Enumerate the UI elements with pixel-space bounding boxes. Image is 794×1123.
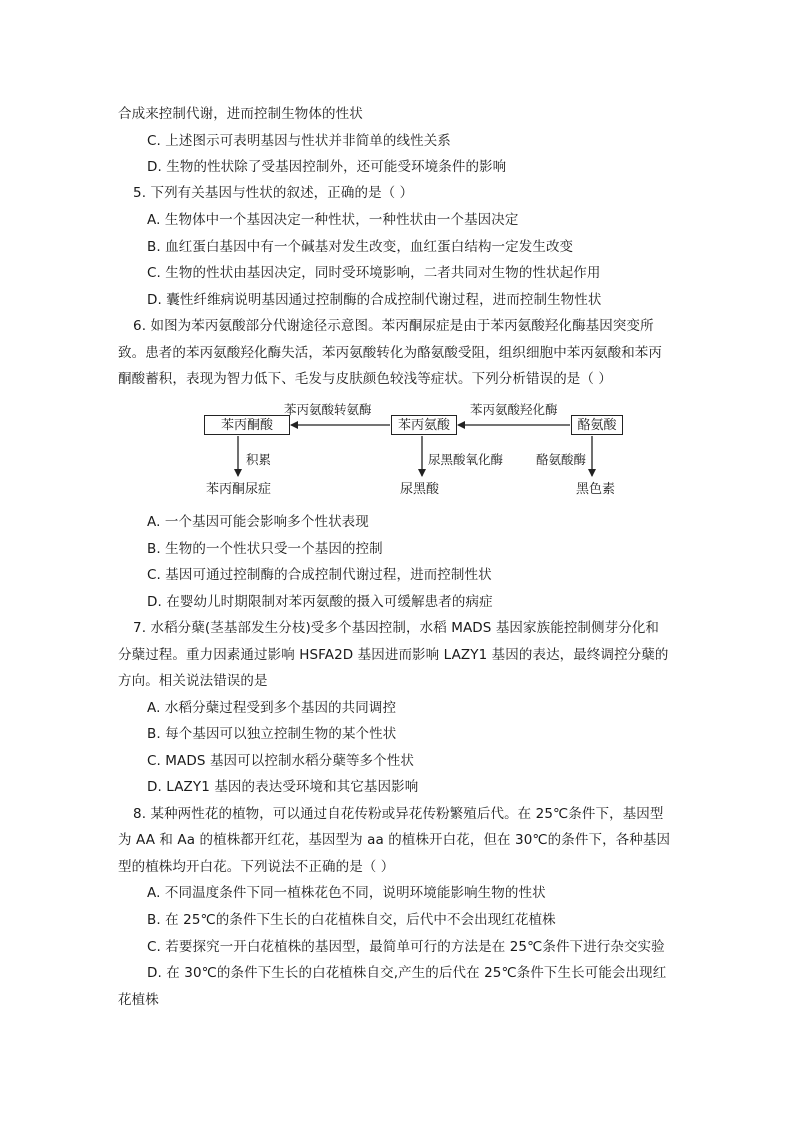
q6-option-b: B. 生物的一个性状只受一个基因的控制 (147, 541, 383, 557)
q4-option-d: D. 生物的性状除了受基因控制外，还可能受环境条件的影响 (147, 159, 507, 175)
metabolic-pathway-diagram (200, 404, 630, 504)
q8-stem-line-2: 为 AA 和 Aa 的植株都开红花，基因型为 aa 的植株开白花，但在 30℃的条件下，各种基因 (118, 832, 671, 848)
q8-option-d-continued: 花植株 (118, 992, 159, 1008)
q8-option-c: C. 若要探究一开白花植株的基因型，最简单可行的方法是在 25℃条件下进行杂交实验 (147, 939, 665, 955)
box-tyrosine: 酪氨酸 (571, 415, 623, 435)
label-melanin: 黑色素 (576, 482, 616, 497)
box-phenylpyruvic-acid: 苯丙酮酸 (204, 415, 290, 435)
q5-option-d: D. 囊性纤维病说明基因通过控制酶的合成控制代谢过程，进而控制生物性状 (147, 292, 602, 308)
q6-stem-line-3: 酮酸蓄积，表现为智力低下、毛发与皮肤颜色较浅等症状。下列分析错误的是（ ） (118, 371, 612, 387)
q7-option-d: D. LAZY1 基因的表达受环境和其它基因影响 (147, 779, 419, 795)
q8-option-a: A. 不同温度条件下同一植株花色不同，说明环境能影响生物的性状 (147, 885, 546, 901)
q5-option-b: B. 血红蛋白基因中有一个碱基对发生改变，血红蛋白结构一定发生改变 (147, 239, 574, 255)
q7-stem-line-3: 方向。相关说法错误的是 (118, 673, 268, 689)
q7-stem-line-1: 7. 水稻分蘖(茎基部发生分枝)受多个基因控制，水稻 MADS 基因家族能控制侧芽分化和 (133, 620, 660, 636)
q6-option-d: D. 在婴幼儿时期限制对苯丙氨酸的摄入可缓解患者的病症 (147, 594, 493, 610)
label-homogentisic-acid: 尿黑酸 (400, 482, 440, 497)
q6-stem-line-1: 6. 如图为苯丙氨酸部分代谢途径示意图。苯丙酮尿症是由于苯丙氨酸羟化酶基因突变所 (133, 318, 654, 334)
label-hydroxylase: 苯丙氨酸羟化酶 (470, 402, 558, 417)
q8-option-b: B. 在 25℃的条件下生长的白花植株自交，后代中不会出现红花植株 (147, 912, 556, 928)
q7-option-a: A. 水稻分蘖过程受到多个基因的共同调控 (147, 700, 397, 716)
q5-option-a: A. 生物体中一个基因决定一种性状，一种性状由一个基因决定 (147, 212, 519, 228)
q5-option-c: C. 生物的性状由基因决定，同时受环境影响，二者共同对生物的性状起作用 (147, 265, 601, 281)
label-transaminase: 苯丙氨酸转氨酶 (284, 402, 372, 417)
q4-option-c: C. 上述图示可表明基因与性状并非简单的线性关系 (147, 133, 451, 149)
label-homogentisate-oxidase: 尿黑酸氧化酶 (428, 452, 504, 467)
q5-stem: 5. 下列有关基因与性状的叙述，正确的是（ ） (133, 185, 414, 201)
label-pku: 苯丙酮尿症 (206, 482, 272, 497)
label-accumulate: 积累 (246, 452, 272, 467)
text-line-continuation: 合成来控制代谢，进而控制生物体的性状 (118, 106, 363, 122)
label-tyrosinase: 酪氨酸酶 (536, 452, 587, 467)
box-phenylalanine: 苯丙氨酸 (391, 415, 457, 435)
q7-stem-line-2: 分蘖过程。重力因素通过影响 HSFA2D 基因进而影响 LAZY1 基因的表达，最终调控分蘖的 (118, 647, 669, 663)
q6-option-c: C. 基因可通过控制酶的合成控制代谢过程，进而控制性状 (147, 567, 492, 583)
q7-option-b: B. 每个基因可以独立控制生物的某个性状 (147, 726, 397, 742)
q6-stem-line-2: 致。患者的苯丙氨酸羟化酶失活，苯丙氨酸转化为酪氨酸受阻，组织细胞中苯丙氨酸和苯丙 (118, 345, 662, 361)
q8-stem-line-3: 型的植株均开白花。下列说法不正确的是（ ） (118, 859, 395, 875)
q8-stem-line-1: 8. 某种两性花的植物，可以通过自花传粉或异花传粉繁殖后代。在 25℃条件下，基因型 (133, 806, 664, 822)
q6-option-a: A. 一个基因可能会影响多个性状表现 (147, 514, 369, 530)
q7-option-c: C. MADS 基因可以控制水稻分蘖等多个性状 (147, 753, 414, 769)
q8-option-d: D. 在 30℃的条件下生长的白花植株自交,产生的后代在 25℃条件下生长可能会出现红 (147, 965, 667, 981)
